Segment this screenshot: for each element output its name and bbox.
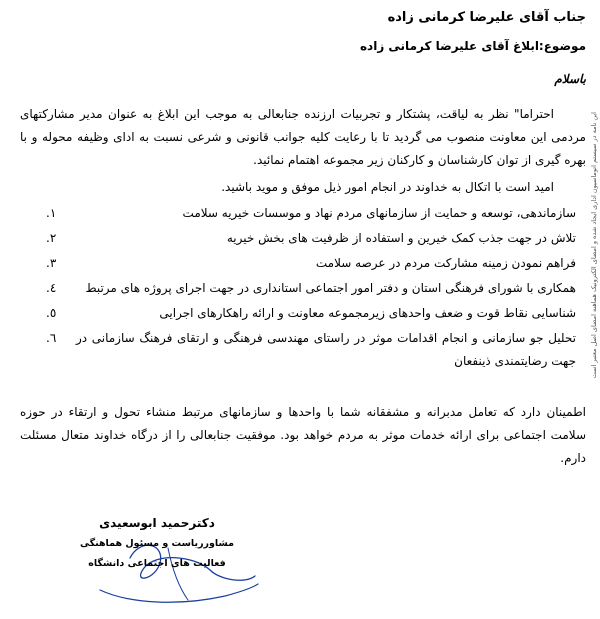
list-item-text: فراهم نمودن زمینه مشارکت مردم در عرصه سلامت [315,256,576,270]
subject-line: موضوع:ابلاغ آقای علیرضا کرمانی زاده [359,39,586,53]
list-item [46,302,586,325]
list-item-number: ٣. [46,256,57,270]
list-item-text: تحلیل جو سازمانی و انجام اقدامات موثر در راستای مهندسی فرهنگی و ارتقای فرهنگ سازمانی در جهت رضایتمندی ذینفعان [76,331,576,368]
signer-title-line2: فعالیت های اجتماعی دانشگاه [88,558,226,569]
list-item-number: ١. [46,206,57,220]
list-item [46,202,586,225]
list-item [46,252,586,275]
list-item-text: سازماندهی، توسعه و حمایت از سازمانهای مردم نهاد و موسسات خیریه سلامت [182,206,576,220]
side-note: این نامه در سیستم اتوماسیون اداری ایجاد شده و امضای الکترونیک هماهنه امضای اصل معتبر است [590,112,598,379]
recipient-line: جناب آقای علیرضا کرمانی زاده [387,10,586,25]
main-paragraph: احتراما" نظر به لیاقت، پشتکار و تجربیات ارزنده جنابعالی به موجب این ابلاغ به عنوان مدیر مشارکتهای مردمی این معاونت منصوب می گردید تا با رعایت کلیه جوانب قانونی و شرعی نسبت به ادای وظیفه محوله و با بهره گیری از توان کارشناسان و کارکنان زیر مجموعه اهتمام نمائید. [20,107,586,167]
list-item [46,327,586,373]
list-item-number: ٥. [46,306,57,320]
list-item-text: شناسایی نقاط قوت و ضعف واحدهای زیرمجموعه معاونت و ارائه راهکارهای اجرایی [159,306,576,320]
list-item-number: ٤. [46,281,57,295]
greeting: باسلام [554,72,586,86]
list-item-number: ٢. [46,231,57,245]
closing-paragraph: اطمینان دارد که تعامل مدبرانه و مشفقانه شما با واحدها و سازمانهای مرتبط منشاء تحول و ارتقاء در حوزه سلامت اجتماعی برای ارائه خدمات موثر به مردم خواهد بود. موفقیت جنابعالی را از درگاه خداوند متعال مسئلت دارم. [20,405,586,465]
list-item [46,277,586,300]
list-item-number: ٦. [46,331,57,345]
list-item [46,227,586,250]
signer-title-line1: مشاورریاست و مسئول هماهنگی [79,538,235,549]
list-item-text: تلاش در جهت جذب کمک خیرین و استفاده از ظرفیت های بخش خیریه [226,231,576,245]
signer-name: دکترحمید ابوسعیدی [99,516,215,530]
duties-list [46,202,586,375]
intro-line: امید است با اتکال به خداوند در انجام امور ذیل موفق و موید باشید. [221,180,554,194]
list-item-text: همکاری با شورای فرهنگی استان و دفتر امور اجتماعی استانداری در جهت اجرای پروژه های مرتبط [85,281,576,295]
signature-block [72,512,242,574]
